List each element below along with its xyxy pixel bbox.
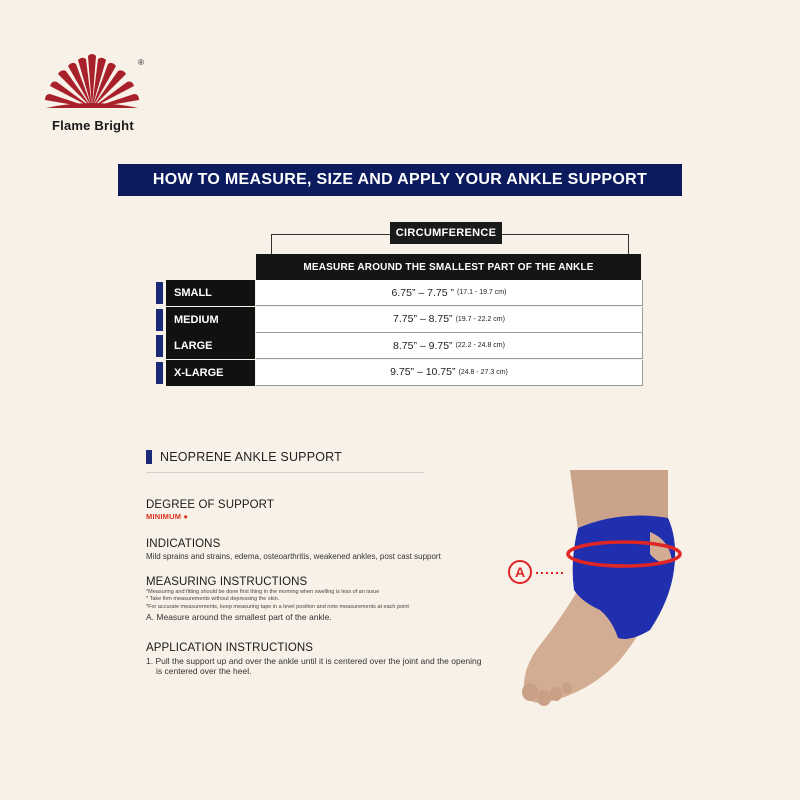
- range-inches: 7.75” – 8.75”: [393, 313, 453, 325]
- range-cm: (19.7 - 22.2 cm): [455, 315, 505, 323]
- measuring-step: A. Measure around the smallest part of the ankle.: [146, 612, 332, 623]
- size-range: [256, 360, 643, 386]
- table-row: [156, 360, 643, 387]
- row-marker: [156, 282, 163, 304]
- range-inches: 8.75” – 9.75”: [393, 339, 453, 352]
- measure-point-a-marker: A: [508, 560, 532, 584]
- page-title-banner: HOW TO MEASURE, SIZE AND APPLY YOUR ANKLE SUPPORT: [118, 164, 682, 196]
- row-marker: [156, 362, 163, 384]
- size-label: SMALL: [166, 280, 255, 306]
- table-row: [156, 280, 643, 307]
- range-cm: (17.1 - 19.7 cm): [457, 289, 507, 296]
- degree-heading: DEGREE OF SUPPORT: [146, 499, 275, 511]
- application-instructions: [146, 642, 482, 676]
- registered-mark: ®: [138, 58, 144, 67]
- row-marker: [156, 335, 163, 357]
- degree-of-support: [146, 499, 274, 521]
- range-inches: 9.75” – 10.75”: [390, 366, 456, 378]
- indications-heading: INDICATIONS: [146, 538, 221, 550]
- measuring-note: *Measuring and fitting should be done first thing in the morning when swelling is less of an issue: [146, 589, 380, 595]
- table-row: [156, 307, 643, 334]
- size-range: [256, 280, 643, 306]
- brand-name: Flame Bright: [52, 118, 134, 133]
- product-title-text: NEOPRENE ANKLE SUPPORT: [160, 450, 343, 464]
- product-title: [146, 450, 342, 464]
- measuring-note: *For accurate measurements, keep measuring tape in a level position and note measurements at each point: [146, 603, 409, 610]
- indications: [146, 538, 441, 561]
- range-cm: (22.2 - 24.8 cm): [455, 342, 505, 349]
- measure-header: MEASURE AROUND THE SMALLEST PART OF THE ANKLE: [256, 254, 641, 280]
- table-row: [156, 333, 643, 360]
- size-table: [156, 280, 643, 386]
- degree-value: MINIMUM ●: [146, 512, 189, 521]
- size-label: X-LARGE: [166, 360, 255, 386]
- measuring-note: * Take firm measurements without depressing the skin.: [146, 596, 280, 603]
- brand-logo: [40, 52, 152, 138]
- title-marker: [146, 450, 152, 464]
- size-label: MEDIUM: [166, 307, 255, 333]
- ankle-support-illustration: [500, 470, 760, 720]
- range-inches: 6.75” – 7.75 ”: [391, 286, 455, 299]
- range-cm: (24.8 - 27.3 cm): [458, 368, 508, 376]
- size-label: LARGE: [166, 333, 255, 359]
- measuring-heading: MEASURING INSTRUCTIONS: [146, 576, 308, 588]
- row-marker: [156, 309, 163, 331]
- divider: [146, 472, 424, 473]
- application-step: 1. Pull the support up and over the ankle until it is centered over the joint and the opening: [146, 656, 482, 666]
- flame-rays-logo-icon: [42, 52, 142, 112]
- size-range: [256, 307, 643, 333]
- circumference-label: CIRCUMFERENCE: [390, 222, 502, 244]
- application-step-continued: is centered over the heel.: [156, 666, 252, 676]
- application-heading: APPLICATION INSTRUCTIONS: [146, 642, 314, 654]
- indications-text: Mild sprains and strains, edema, osteoarthritis, weakened ankles, post cast support: [146, 552, 441, 561]
- size-range: [256, 333, 643, 359]
- measuring-instructions: [146, 576, 409, 622]
